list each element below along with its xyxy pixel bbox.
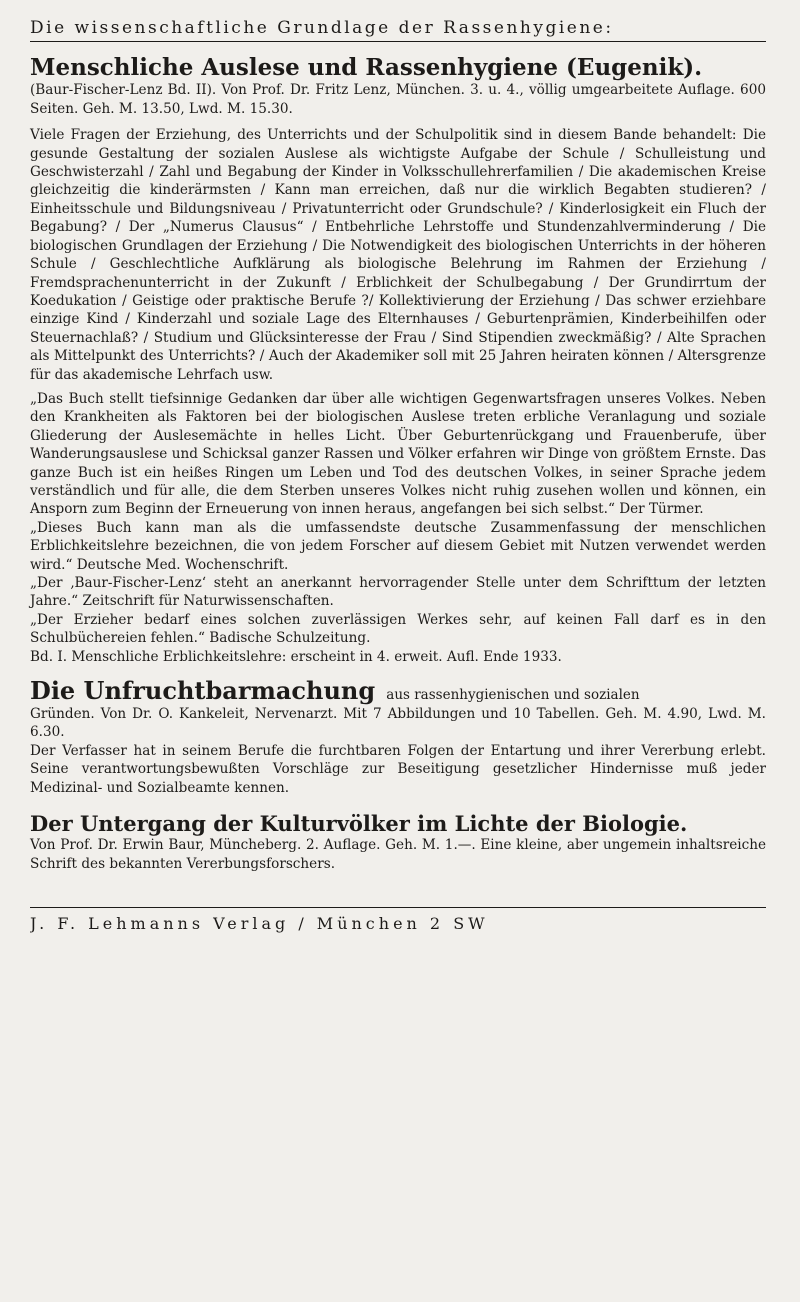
review-quote: „Der Erzieher bedarf eines solchen zuverlässigen Werkes sehr, auf keinen Fall darf es in den Schulbüchereien fehlen.“ Badische Schulzeitung. bbox=[30, 611, 766, 647]
running-head: Die wissenschaftliche Grundlage der Rassenhygiene: bbox=[30, 14, 766, 42]
book-byline: Von Prof. Dr. Erwin Baur, Müncheberg. 2. Auflage. Geh. M. 1.—. Eine kleine, aber ungemein inhaltsreiche Schrift des bekannten Vererbungsforschers. bbox=[30, 837, 766, 872]
book-entry-untergang bbox=[30, 807, 766, 873]
book-entry-unfruchtbarmachung bbox=[30, 676, 766, 797]
book-byline: Gründen. Von Dr. O. Kankeleit, Nervenarzt. Mit 7 Abbildungen und 10 Tabellen. Geh. M. 4.90, Lwd. M. 6.30. bbox=[30, 706, 766, 741]
review-quote: „Das Buch stellt tiefsinnige Gedanken dar über alle wichtigen Gegenwartsfragen unseres Volkes. Neben den Krankheiten als Faktoren bei der biologischen Auslese treten erbliche Veranlagung und soziale Gliederung der Auslesemächte in helles Licht. Über Geburtenrückgang und Frauenberufe, über Wanderungsauslese und Schicksal ganzer Rassen und Völker erfahren wir Dinge von größtem Ernste. Das ganze Buch ist ein heißes Ringen um Leben und Tod des deutschen Volkes, in seiner Sprache jedem verständlich und für alle, die dem Sterben unseres Volkes nicht ruhig zusehen wollen und können, ein Ansporn zum Beginn der Erneuerung von innen heraus, angefangen bei sich selbst.“ Der Türmer. bbox=[30, 390, 766, 518]
volume-note: Bd. I. Menschliche Erblichkeitslehre: erscheint in 4. erweit. Aufl. Ende 1933. bbox=[30, 648, 562, 665]
book-title: Der Untergang der Kulturvölker im Lichte der Biologie. bbox=[30, 811, 688, 837]
book-title: Menschliche Auslese und Rassenhygiene (Eugenik). bbox=[30, 54, 703, 81]
book-description: Viele Fragen der Erziehung, des Unterrichts und der Schulpolitik sind in diesem Bande behandelt: Die gesunde Gestaltung der sozialen Auslese als wichtigste Aufgabe der Schule / Schulleistung und Geschwisterzahl / Zahl und Begabung der Kinder in Volksschullehrerfamilien / Die akademischen Kreise gleichzeitig die kinderärmsten / Kann man erreichen, daß nur die wirklich Begabten studieren? / Einheitsschule und Bildungsniveau / Privatunterricht oder Grundschule? / Kinderlosigkeit ein Fluch der Begabung? / Der „Numerus Clausus“ / Entbehrliche Lehrstoffe und Stundenzahlverminderung / Die biologischen Grundlagen der Erziehung / Die Notwendigkeit des biologischen Unterrichts in der höheren Schule / Geschlechtliche Aufklärung als biologische Belehrung im Rahmen der Erziehung / Fremdsprachenunterricht in der Zukunft / Erblichkeit der Schulbegabung / Der Grundirrtum der Koedukation / Geistige oder praktische Berufe ?/ Kollektivierung der Erziehung / Das schwer erziehbare einzige Kind / Kinderzahl und soziale Lage des Elternhauses / Geburtenprämien, Kinderbeihilfen oder Steuernachlaß? / Studium und Glücksinteresse der Frau / Sind Stipendien zweckmäßig? / Alte Sprachen als Mittelpunkt des Unterrichts? / Auch der Akademiker soll mit 25 Jahren heiraten können / Altersgrenze für das akademische Lehrfach usw. bbox=[30, 127, 766, 383]
review-quote: „Der ‚Baur-Fischer-Lenz‘ steht an anerkannt hervorragender Stelle unter dem Schrifttum der letzten Jahre.“ Zeitschrift für Naturwissenschaften. bbox=[30, 575, 766, 610]
book-title: Die Unfruchtbarmachung bbox=[30, 676, 376, 706]
book-description: Der Verfasser hat in seinem Berufe die furchtbaren Folgen der Entartung und ihrer Vererbung erlebt. Seine verantwortungsbewußten Vorschläge zur Beseitigung gesetzlicher Hindernisse muß jeder Medizinal- und Sozialbeamte kennen. bbox=[30, 742, 766, 796]
review-quote: „Dieses Buch kann man als die umfassendste deutsche Zusammenfassung der menschlichen Erblichkeitslehre bezeichnen, die von jedem Forscher auf diesem Gebiet mit Nutzen verwendet werden wird.“ Deutsche Med. Wochenschrift. bbox=[30, 519, 766, 573]
publisher-footer: J. F. Lehmanns Verlag / München 2 SW bbox=[30, 907, 766, 933]
book-byline: (Baur-Fischer-Lenz Bd. II). Von Prof. Dr. Fritz Lenz, München. 3. u. 4., völlig umgearbeitete Auflage. 600 Seiten. Geh. M. 13.50, Lwd. M. 15.30. bbox=[30, 82, 766, 117]
book-entry-auslese bbox=[30, 50, 766, 666]
book-heading-line bbox=[30, 676, 766, 705]
book-subtitle: aus rassenhygienischen und sozialen bbox=[386, 687, 640, 704]
